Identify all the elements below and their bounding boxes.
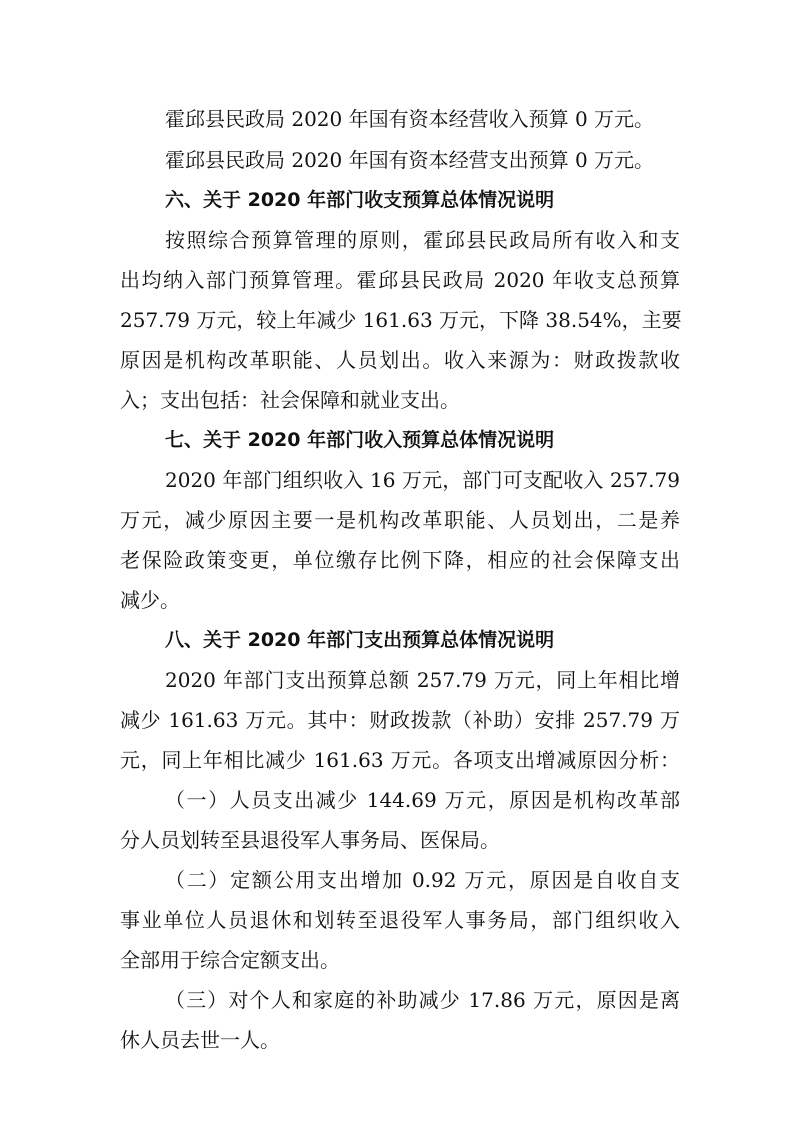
- section-heading: 七、关于 2020 年部门收入预算总体情况说明: [165, 429, 555, 451]
- text-line: 分人员划转至县退役军人事务局、医保局。: [120, 828, 500, 852]
- text-line: 减少。: [120, 588, 180, 612]
- text-line: （二）定额公用支出增加 0.92 万元，原因是自收自支: [165, 868, 680, 892]
- section-heading: 六、关于 2020 年部门收支预算总体情况说明: [165, 189, 555, 211]
- text-line: 原因是机构改革职能、人员划出。收入来源为：财政拨款收: [120, 348, 680, 372]
- text-line: 元，同上年相比减少 161.63 万元。各项支出增减原因分析：: [120, 748, 680, 772]
- text-line: 休人员去世一人。: [120, 1028, 280, 1052]
- text-line: 2020 年部门支出预算总额 257.79 万元，同上年相比增: [165, 668, 680, 692]
- text-line: 2020 年部门组织收入 16 万元，部门可支配收入 257.79: [165, 468, 680, 492]
- text-line: 257.79 万元，较上年减少 161.63 万元，下降 38.54%，主要: [120, 308, 682, 332]
- text-line: 减少 161.63 万元。其中：财政拨款（补助）安排 257.79 万: [120, 708, 680, 732]
- text-line: 万元，减少原因主要一是机构改革职能、人员划出，二是养: [120, 508, 680, 532]
- text-line: （三）对个人和家庭的补助减少 17.86 万元，原因是离: [165, 988, 680, 1012]
- text-line: 出均纳入部门预算管理。霍邱县民政局 2020 年收支总预算: [120, 268, 680, 292]
- text-line: 全部用于综合定额支出。: [120, 948, 340, 972]
- text-line: 按照综合预算管理的原则，霍邱县民政局所有收入和支: [165, 228, 680, 252]
- text-line: 事业单位人员退休和划转至退役军人事务局，部门组织收入: [120, 908, 680, 932]
- text-line: 入；支出包括：社会保障和就业支出。: [120, 388, 460, 412]
- text-line: （一）人员支出减少 144.69 万元，原因是机构改革部: [165, 788, 680, 812]
- text-line: 老保险政策变更，单位缴存比例下降，相应的社会保障支出: [120, 548, 680, 572]
- section-heading: 八、关于 2020 年部门支出预算总体情况说明: [165, 629, 555, 651]
- text-line: 霍邱县民政局 2020 年国有资本经营收入预算 0 万元。: [165, 107, 655, 131]
- text-line: 霍邱县民政局 2020 年国有资本经营支出预算 0 万元。: [165, 148, 655, 172]
